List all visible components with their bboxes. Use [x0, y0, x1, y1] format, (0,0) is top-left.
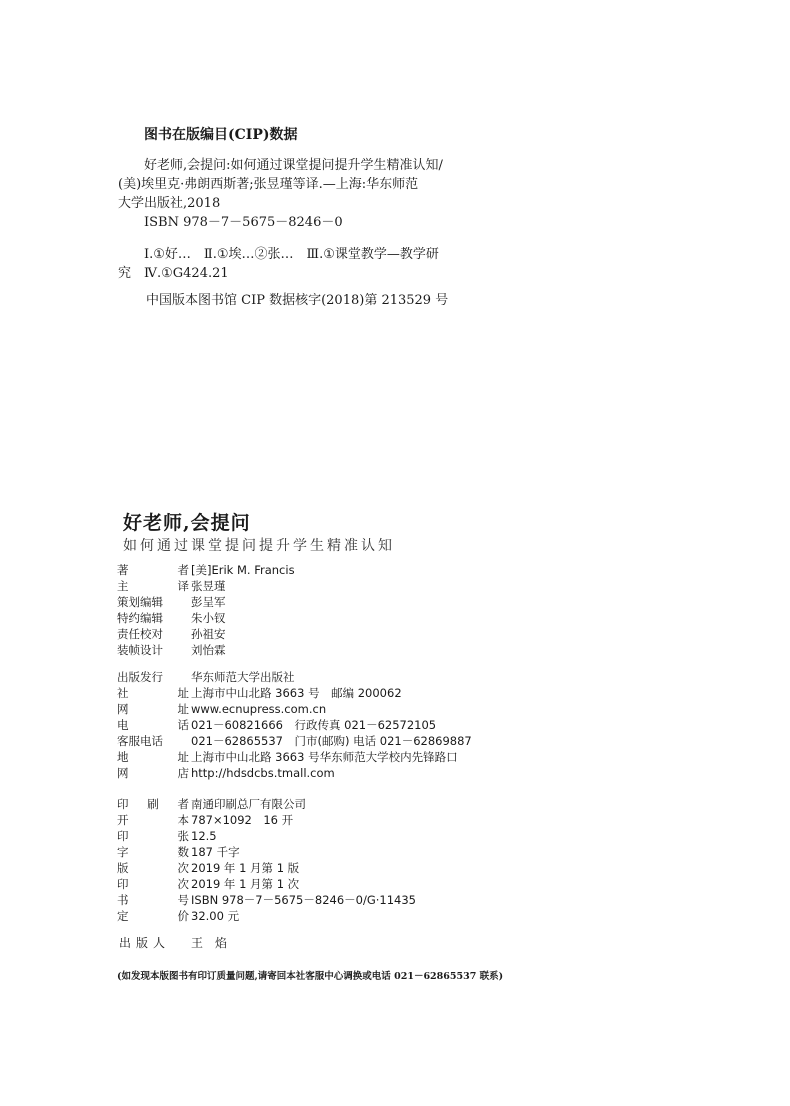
printing-info-row-label: [117, 812, 189, 828]
printing-info-row-value: 2019 年 1 月第 1 版: [191, 861, 300, 875]
credits-block: [117, 562, 295, 658]
credit-row-value: 孙祖安: [191, 627, 226, 641]
printing-info-row: [117, 796, 416, 812]
publisher-info-row: [117, 717, 472, 733]
publisher-info-row-label: [117, 749, 189, 765]
printing-info-row-label-part: 价: [177, 909, 189, 923]
credit-row-value: [美]Erik M. Francis: [191, 563, 295, 577]
credit-row-label-part: 译: [177, 579, 189, 593]
publisher-info-row-label: [117, 701, 189, 717]
publisher-person-value: 王 焰: [191, 936, 228, 950]
publisher-info-row: [117, 701, 472, 717]
printing-info-row-label-part: 定: [117, 909, 129, 923]
publisher-info-row-value: 上海市中山北路 3663 号 邮编 200062: [191, 686, 402, 700]
credit-row-label: [117, 642, 189, 658]
printing-info-row-label-part: 者: [177, 797, 189, 811]
credit-row-value: 彭呈军: [191, 595, 226, 609]
credit-row-label-part: 责任校对: [117, 627, 163, 641]
publisher-info-row-value: 华东师范大学出版社: [191, 670, 295, 684]
printing-info-row-value: 187 千字: [191, 845, 240, 859]
cip-line-6: 究 Ⅳ.①G424.21: [118, 266, 229, 281]
credit-row-label-part: 策划编辑: [117, 595, 163, 609]
publisher-info-row-label: [117, 733, 189, 749]
printing-info-row-label-part: 书: [117, 893, 129, 907]
printing-info-row-label: [117, 844, 189, 860]
publisher-info-row-label-part: 出版发行: [117, 670, 163, 684]
publisher-person-row: [119, 934, 227, 951]
publisher-info-row-label-part: 店: [177, 766, 189, 780]
book-title: 好老师,会提问: [123, 512, 251, 534]
cip-line-4: ISBN 978－7－5675－8246－0: [144, 215, 343, 230]
printing-info-row: [117, 892, 416, 908]
printing-info-row-value: 787×1092 16 开: [191, 813, 294, 827]
printing-info-row-label-part: 次: [177, 861, 189, 875]
printing-info-row-label: [117, 860, 189, 876]
credit-row: [117, 578, 295, 594]
printing-info-row: [117, 860, 416, 876]
publisher-info-row-label-part: 话: [177, 718, 189, 732]
publisher-info-row-label-part: 网: [117, 702, 129, 716]
printing-info-row-label: [117, 892, 189, 908]
cip-line-5: Ⅰ.①好… Ⅱ.①埃…②张… Ⅲ.①课堂教学—教学研: [144, 247, 439, 262]
publisher-info-row-value: 021－62865537 门市(邮购) 电话 021－62869887: [191, 734, 472, 748]
publisher-info-row-label: [117, 685, 189, 701]
printing-info-row: [117, 844, 416, 860]
printing-info-row-label-part: 号: [177, 893, 189, 907]
credit-row-value: 朱小钗: [191, 611, 226, 625]
publisher-info-row-label-part: 地: [117, 750, 129, 764]
credit-row-label: [117, 610, 189, 626]
publisher-info-row-label: [117, 717, 189, 733]
credit-row: [117, 562, 295, 578]
publisher-info-row-value: 上海市中山北路 3663 号华东师范大学校内先锋路口: [191, 750, 458, 764]
publisher-info-row-value: http://hdsdcbs.tmall.com: [191, 766, 335, 780]
publisher-info-row-label-part: 电: [117, 718, 129, 732]
printing-info-row-label-part: 印: [117, 877, 129, 891]
credit-row-label: [117, 578, 189, 594]
printing-info-row-label-part: 刷: [147, 797, 159, 811]
publisher-person-label: 出版人: [119, 936, 171, 950]
printing-info-row-value: ISBN 978－7－5675－8246－0/G·11435: [191, 893, 416, 907]
printing-info-row-value: 南通印刷总厂有限公司: [191, 797, 306, 811]
cip-heading: 图书在版编目(CIP)数据: [144, 127, 298, 143]
printing-info-row-label-part: 本: [177, 813, 189, 827]
publisher-info-row-label: [117, 765, 189, 781]
publisher-info-row-label-part: 址: [177, 686, 189, 700]
printing-info-row-value: 12.5: [191, 829, 217, 843]
printing-info-row-value: 2019 年 1 月第 1 次: [191, 877, 300, 891]
credit-row-value: 刘怡霖: [191, 643, 226, 657]
publisher-info-row-label: [117, 669, 189, 685]
printing-info-row-label-part: 印: [117, 829, 129, 843]
credit-row-label-part: 装帧设计: [117, 643, 163, 657]
printing-info-row-label-part: 数: [177, 845, 189, 859]
publisher-info-row-value: 021－60821666 行政传真 021－62572105: [191, 718, 437, 732]
credit-row: [117, 642, 295, 658]
publisher-info-row-label-part: 址: [177, 750, 189, 764]
printing-info-row-label-part: 印: [117, 797, 129, 811]
printing-info-row-label: [117, 796, 189, 812]
publisher-info-row: [117, 765, 472, 781]
credit-row-label: [117, 594, 189, 610]
credit-row-label-part: 者: [177, 563, 189, 577]
publisher-info-row-label-part: 网: [117, 766, 129, 780]
publisher-info-row-value: www.ecnupress.com.cn: [191, 702, 327, 716]
cip-line-3: 大学出版社,2018: [118, 196, 221, 211]
printing-info-row-label-part: 次: [177, 877, 189, 891]
credit-row-label: [117, 562, 189, 578]
publisher-info-row: [117, 733, 472, 749]
printing-info-row: [117, 812, 416, 828]
printing-info-row-label: [117, 908, 189, 924]
printing-info-row-label-part: 张: [177, 829, 189, 843]
credit-row: [117, 610, 295, 626]
publisher-info-row: [117, 685, 472, 701]
printing-info-row-label-part: 版: [117, 861, 129, 875]
publisher-info-row-label-part: 社: [117, 686, 129, 700]
printing-info-row-label-part: 字: [117, 845, 129, 859]
book-subtitle: 如何通过课堂提问提升学生精准认知: [123, 538, 395, 554]
cip-line-1: 好老师,会提问:如何通过课堂提问提升学生精准认知/: [144, 158, 443, 173]
credit-row-label-part: 主: [117, 579, 129, 593]
printing-info-row-label: [117, 876, 189, 892]
printing-info-row: [117, 908, 416, 924]
quality-note: (如发现本版图书有印订质量问题,请寄回本社客服中心调换或电话 021－62865537 联系): [117, 971, 504, 982]
credit-row: [117, 594, 295, 610]
cip-number: 中国版本图书馆 CIP 数据核字(2018)第 213529 号: [146, 293, 449, 308]
publisher-info-block: [117, 669, 472, 781]
credit-row-label-part: 著: [117, 563, 129, 577]
publisher-info-row: [117, 749, 472, 765]
publisher-info-row-label-part: 址: [177, 702, 189, 716]
printing-info-block: [117, 796, 416, 924]
cip-line-2: (美)埃里克·弗朗西斯著;张昱瑾等译.—上海:华东师范: [118, 177, 419, 192]
printing-info-row-label-part: 开: [117, 813, 129, 827]
credit-row: [117, 626, 295, 642]
cip-body: [118, 156, 518, 283]
printing-info-row: [117, 828, 416, 844]
publisher-info-row: [117, 669, 472, 685]
credit-row-label-part: 特约编辑: [117, 611, 163, 625]
printing-info-row: [117, 876, 416, 892]
credit-row-label: [117, 626, 189, 642]
credit-row-value: 张昱瑾: [191, 579, 226, 593]
printing-info-row-value: 32.00 元: [191, 909, 240, 923]
publisher-info-row-label-part: 客服电话: [117, 734, 163, 748]
printing-info-row-label: [117, 828, 189, 844]
